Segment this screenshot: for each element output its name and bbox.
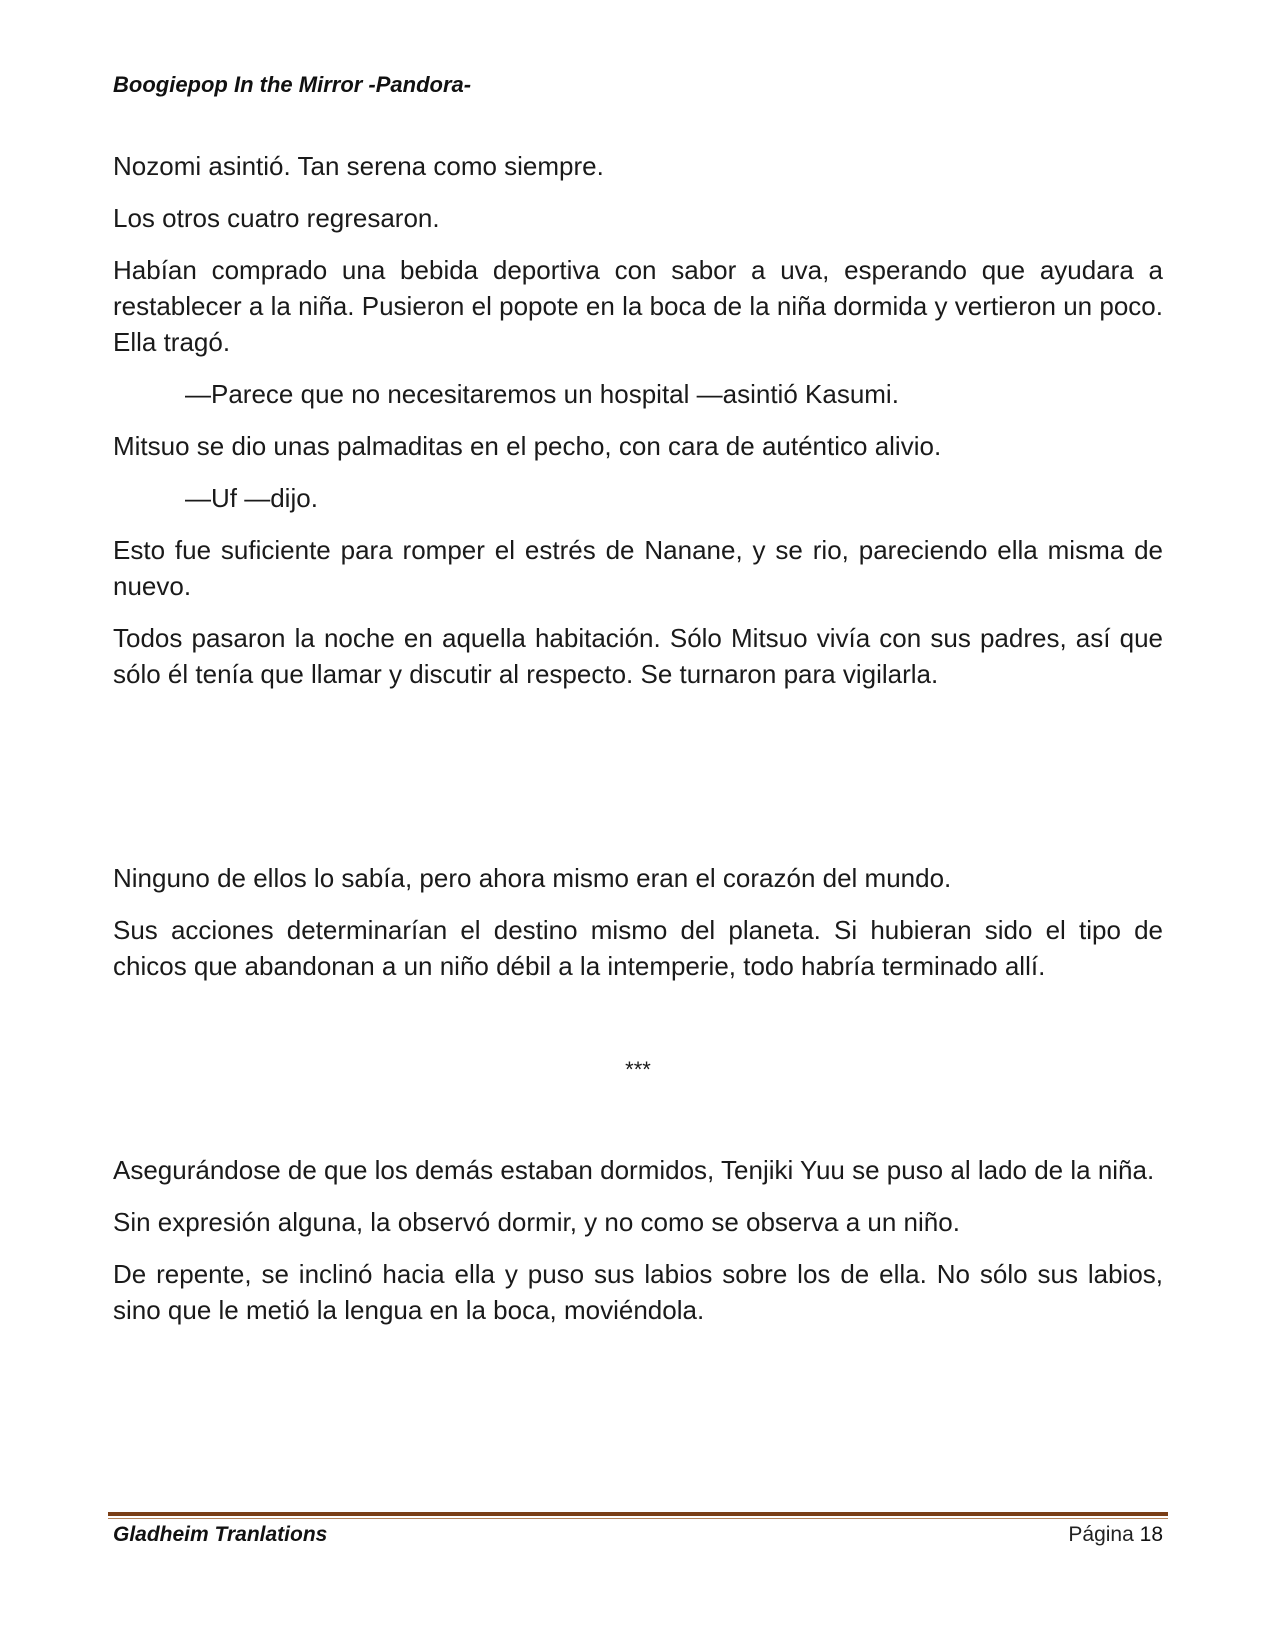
page-number: 18 (1139, 1523, 1163, 1546)
paragraph: Ninguno de ellos lo sabía, pero ahora mismo eran el corazón del mundo. (113, 863, 952, 893)
paragraph: Habían comprado una bebida deportiva con sabor a uva, esperando que ayudara a restablecer a la niña. Pusieron el popote en la boca de la niña dormida y vertieron un poco. Ella tragó. (113, 255, 1163, 357)
footer-page-number (1068, 1523, 1163, 1547)
running-header-title: Boogiepop In the Mirror -Pandora- (113, 72, 472, 97)
paragraph: Asegurándose de que los demás estaban dormidos, Tenjiki Yuu se puso al lado de la niña. (113, 1155, 1155, 1185)
paragraph: Sus acciones determinarían el destino mismo del planeta. Si hubieran sido el tipo de chicos que abandonan a un niño débil a la intemperie, todo habría terminado allí. (113, 915, 1163, 981)
footer-publisher: Gladheim Tranlations (113, 1523, 328, 1546)
paragraph: Nozomi asintió. Tan serena como siempre. (113, 151, 604, 181)
paragraph: Todos pasaron la noche en aquella habitación. Sólo Mitsuo vivía con sus padres, así que sólo él tenía que llamar y discutir al respecto. Se turnaron para vigilarla. (113, 623, 1163, 689)
paragraph: Los otros cuatro regresaron. (113, 203, 440, 233)
paragraph: Esto fue suficiente para romper el estrés de Nanane, y se rio, pareciendo ella misma de nuevo. (113, 535, 1163, 601)
page-label: Página (1068, 1523, 1134, 1546)
body-text (113, 148, 1163, 1344)
dialogue-paragraph: —Uf —dijo. (185, 483, 318, 513)
footer-rule-thick (108, 1512, 1168, 1516)
paragraph: Mitsuo se dio unas palmaditas en el pecho, con cara de auténtico alivio. (113, 431, 942, 461)
scene-break: *** (625, 1057, 651, 1082)
paragraph: De repente, se inclinó hacia ella y puso sus labios sobre los de ella. No sólo sus labios, sino que le metió la lengua en la boca, moviéndola. (113, 1259, 1163, 1325)
footer-rule-thin (108, 1518, 1168, 1519)
dialogue-paragraph: —Parece que no necesitaremos un hospital —asintió Kasumi. (185, 379, 899, 409)
section-gap (113, 708, 1163, 860)
paragraph: Sin expresión alguna, la observó dormir, y no como se observa a un niño. (113, 1207, 960, 1237)
